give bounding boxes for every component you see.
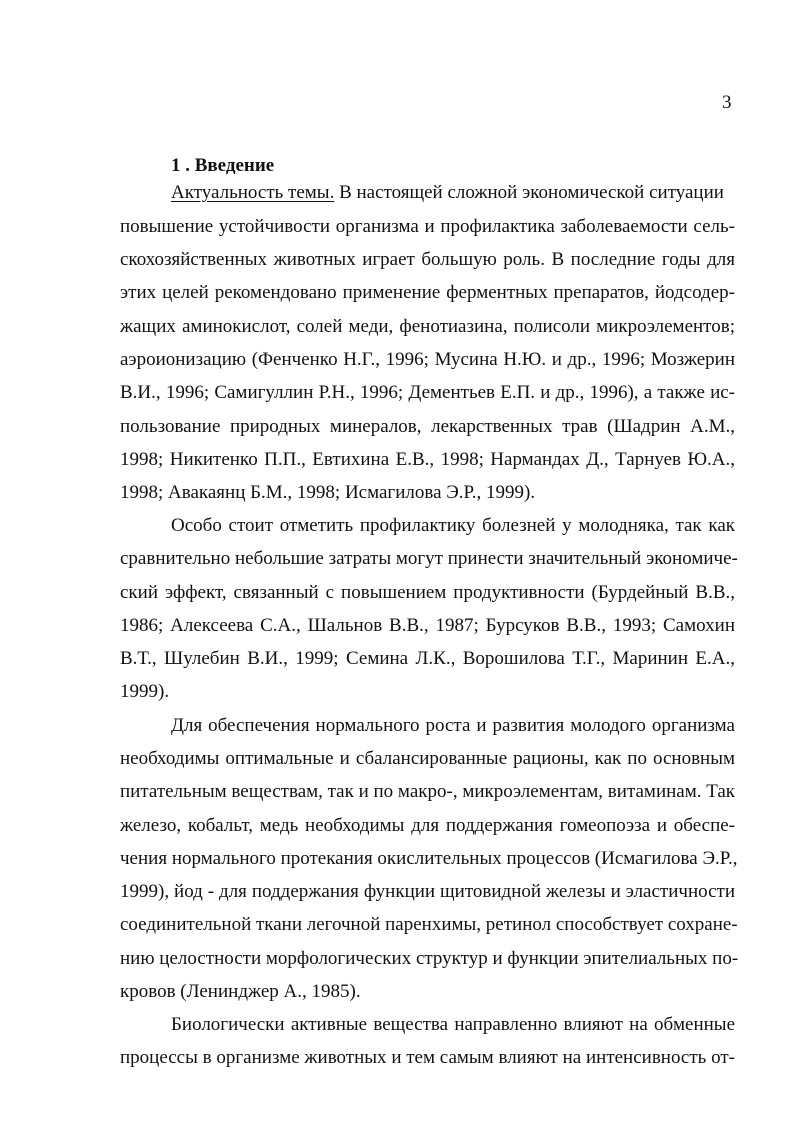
- section-heading: 1 . Введение: [171, 155, 275, 176]
- paragraph-1-line: жащих аминокислот, солей меди, фенотиазина, полисоли микроэлементов;: [120, 316, 735, 337]
- paragraph-4-line: процессы в организме животных и тем самым влияют на интенсивность от-: [120, 1047, 735, 1068]
- paragraph-3-line: необходимы оптимальные и сбалансированные рационы, как по основным: [120, 748, 735, 769]
- paragraph-1-line: 1998; Никитенко П.П., Евтихина Е.В., 1998; Нармандах Д., Тарнуев Ю.А.,: [120, 449, 735, 470]
- paragraph-3-line: Для обеспечения нормального роста и развития молодого организма: [171, 715, 735, 736]
- paragraph-1-line: В.И., 1996; Самигуллин Р.Н., 1996; Дементьев Е.П. и др., 1996), а также ис-: [120, 382, 735, 403]
- paragraph-2-line: сравнительно небольшие затраты могут принести значительный экономиче-: [120, 548, 738, 569]
- paragraph-1-line: повышение устойчивости организма и профилактика заболеваемости сель-: [120, 216, 735, 237]
- paragraph-2-line: В.Т., Шулебин В.И., 1999; Семина Л.К., Ворошилова Т.Г., Маринин Е.А.,: [120, 648, 735, 669]
- paragraph-3-line: 1999), йод - для поддержания функции щитовидной железы и эластичности: [120, 881, 735, 902]
- paragraph-1-line: этих целей рекомендовано применение ферментных препаратов, йодсодер-: [120, 282, 735, 303]
- paragraph-3-line: железо, кобальт, медь необходимы для поддержания гомеопоэза и обеспе-: [120, 815, 735, 836]
- page-number: 3: [722, 92, 732, 113]
- paragraph-3-line: чения нормального протекания окислительных процессов (Исмагилова Э.Р.,: [120, 848, 738, 869]
- paragraph-1-line: 1998; Авакаянц Б.М., 1998; Исмагилова Э.Р., 1999).: [120, 482, 536, 503]
- paragraph-2-line: 1999).: [120, 681, 170, 702]
- paragraph-4-line: Биологически активные вещества направленно влияют на обменные: [171, 1014, 735, 1035]
- paragraph-3-line: питательным веществам, так и по макро-, микроэлементам, витаминам. Так: [120, 781, 736, 802]
- paragraph-1-first-line-text: В настоящей сложной экономической ситуации: [339, 182, 724, 203]
- paragraph-2-line: ский эффект, связанный с повышением продуктивности (Бурдейный В.В.,: [120, 582, 735, 603]
- paragraph-3-line: кровов (Ленинджер А., 1985).: [120, 981, 361, 1002]
- paragraph-1-line: пользование природных минералов, лекарственных трав (Шадрин А.М.,: [120, 416, 735, 437]
- topic-label: Актуальность темы.: [171, 182, 335, 203]
- paragraph-2-line: 1986; Алексеева С.А., Шальнов В.В., 1987; Бурсуков В.В., 1993; Самохин: [120, 615, 735, 636]
- paragraph-3-line: нию целостности морфологических структур и функции эпителиальных по-: [120, 948, 739, 969]
- paragraph-2-line: Особо стоит отметить профилактику болезней у молодняка, так как: [171, 515, 735, 536]
- paragraph-3-line: соединительной ткани легочной паренхимы, ретинол способствует сохране-: [120, 914, 738, 935]
- paragraph-1-first-line: [171, 181, 735, 205]
- paragraph-1-line: скохозяйственных животных играет большую роль. В последние годы для: [120, 249, 735, 270]
- paragraph-1-line: аэроионизацию (Фенченко Н.Г., 1996; Мусина Н.Ю. и др., 1996; Мозжерин: [120, 349, 735, 370]
